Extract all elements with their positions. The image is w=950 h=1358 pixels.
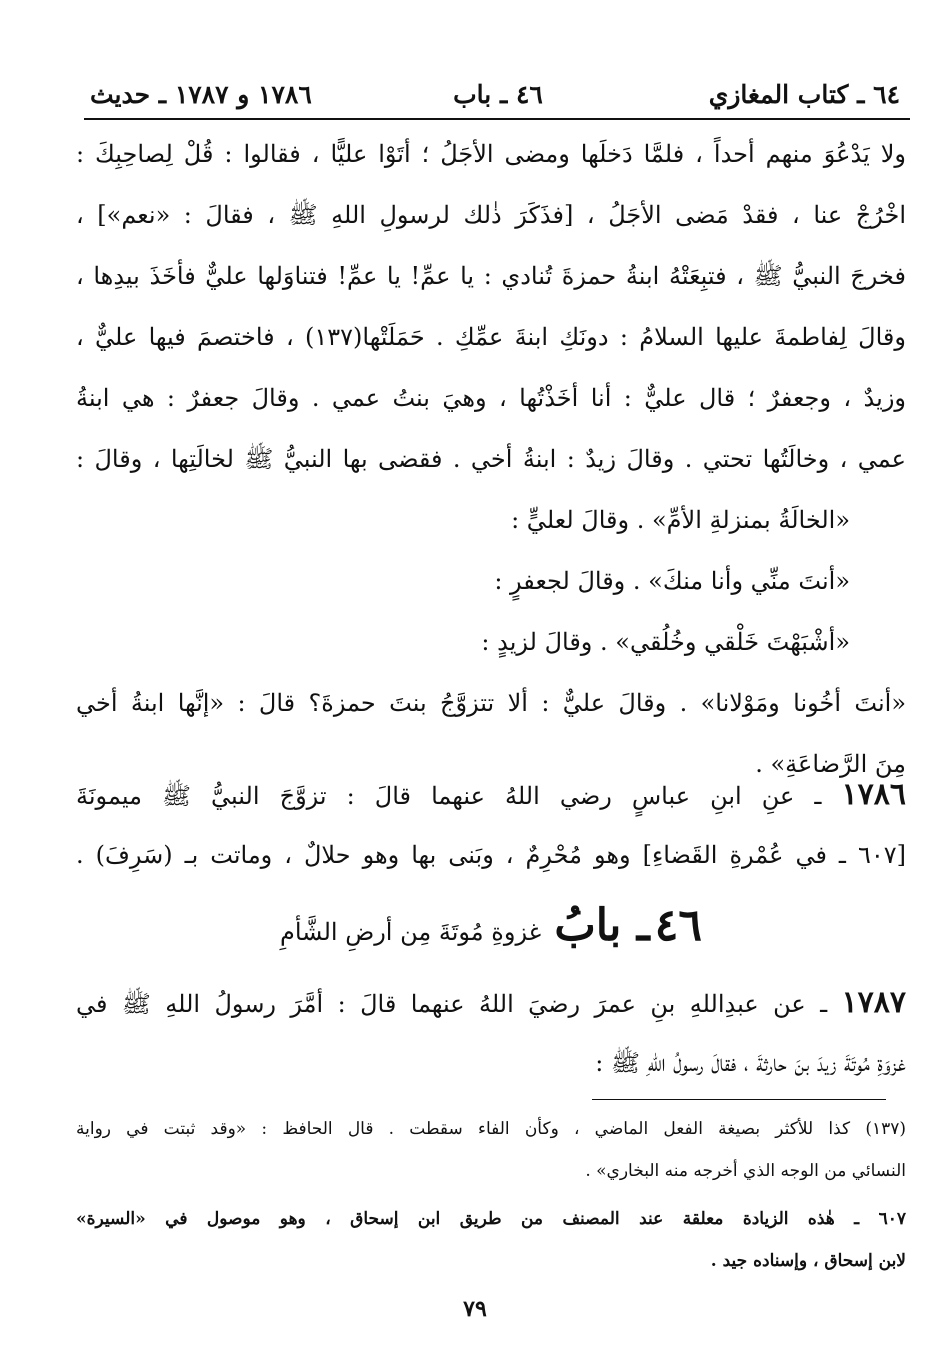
text-line: «أنتَ منِّي وأنا منكَ» . وقالَ لجعفرٍ : [494,567,850,595]
header-chapter: ٤٦ ـ باب [453,80,543,109]
text-line: مِنَ الرَّضاعَةِ» . [755,750,906,778]
header-hadith-range: ١٧٨٦ و ١٧٨٧ ـ حديث [90,80,312,109]
main-text [76,124,906,795]
text-line: وزيدٌ ، وجعفرٌ ؛ قال عليٌّ : أنا أخَذْتُها ، وهيَ بنتُ عمي . وقالَ جعفرٌ : هي ابنةُ [76,384,906,412]
hadith-1786 [76,764,906,886]
page-number: ٧٩ [463,1296,487,1322]
hadith-text: ـ عنِ ابنِ عباسٍ رضي اللهُ عنهما قالَ : تزوَّجَ النبيُّ ﷺ ميمونَةَ [76,782,822,810]
hadith-1787 [76,972,906,1094]
hadith-line [76,972,906,1033]
text-line: «الخالَةُ بمنزلةِ الأمِّ» . وقالَ لعليٍّ : [511,506,850,534]
chapter-number: ٤٦ [654,900,702,951]
text-line: وقالَ لِفاطمةَ عليها السلامُ : دونَكِ ابنةَ عمِّكِ . حَمَلَتْها(١٣٧) ، فاختصمَ فيها عليٌّ ، [76,323,906,351]
text-line: عمي ، وخالَتُها تحتي . وقالَ زيدٌ : ابنةُ أخي . فقضى بها النبيُّ ﷺ لخالَتِها ، وقالَ : [76,445,906,473]
hadith-number: ١٧٨٦ [841,777,906,812]
text-line: «أنتَ أخُونا ومَوْلانا» . وقالَ عليٌّ : ألا تتزوَّجُ بنتَ حمزةَ؟ قالَ : «إنَّها ابنةُ أخي [76,689,906,717]
hadith-line [76,764,906,825]
header-divider [84,118,910,120]
text-line: «أشْبَهْتَ خَلْقي وخُلُقي» . وقالَ لزيدٍ : [481,628,850,656]
text-line: اخْرُجْ عنا ، فقدْ مَضى الأجَلُ ، [فذَكَرَ ذٰلك لرسولِ اللهِ ﷺ ، فقالَ : «نعم»] ، [76,201,906,229]
footnote-divider [592,1099,886,1100]
footnote-line: النسائي من الوجه الذي أخرجه منه البخاري» . [585,1161,906,1181]
hadith-number: ١٧٨٧ [841,985,906,1020]
hadith-line: [٦٠٧ ـ في عُمْرةِ القَضاءِ] وهو مُحْرِمٌ ، وبَنى بها وهو حلالٌ ، وماتت بـ (سَرِفَ) . [76,841,906,869]
footnote-line: ٦٠٧ ـ هٰذه الزيادة معلقة عند المصنف من طريق ابن إسحاق ، وهو موصول في «السيرة» [76,1209,906,1229]
chapter-heading [76,900,906,980]
footnote-line: لابن إسحاق ، وإسناده جيد . [710,1251,906,1271]
footnote-line: (١٣٧) كذا للأكثر بصيغة الفعل الماضي ، وكأن الفاء سقطت . قال الحافظ : «وقد ثبتت في رواية [76,1119,906,1139]
running-header [86,72,910,116]
chapter-word: ـ بابُ [554,900,650,951]
text-line: ولا يَدْعُوَ منهم أحداً ، فلمَّا دَخلَها ومضى الأجَلُ ؛ أتَوْا عليًّا ، فقالوا : قُلْ لِصاحِبِكَ : [76,140,906,168]
footnotes [76,1108,906,1282]
text-line: فخرجَ النبيُّ ﷺ ، فتبِعَتْهُ ابنةُ حمزةَ تُنادي : يا عمِّ! يا عمِّ! فتناوَلها عليٌّ فأخَذَ بيدِها ، [76,262,906,290]
chapter-title: غزوةِ مُوتَةَ مِن أرضِ الشَّأمِ [280,918,542,946]
hadith-text: ـ عن عبدِاللهِ بنِ عمرَ رضيَ اللهُ عنهما قالَ : أمَّرَ رسولُ اللهِ ﷺ في [76,990,828,1018]
header-book-title: ٦٤ ـ كتاب المغازي [708,80,900,109]
hadith-line: غزوَةِ مُوتَةَ زيدَ بنَ حارثةَ ، فقالَ رسولُ اللهِ ﷺ : [595,1049,906,1077]
